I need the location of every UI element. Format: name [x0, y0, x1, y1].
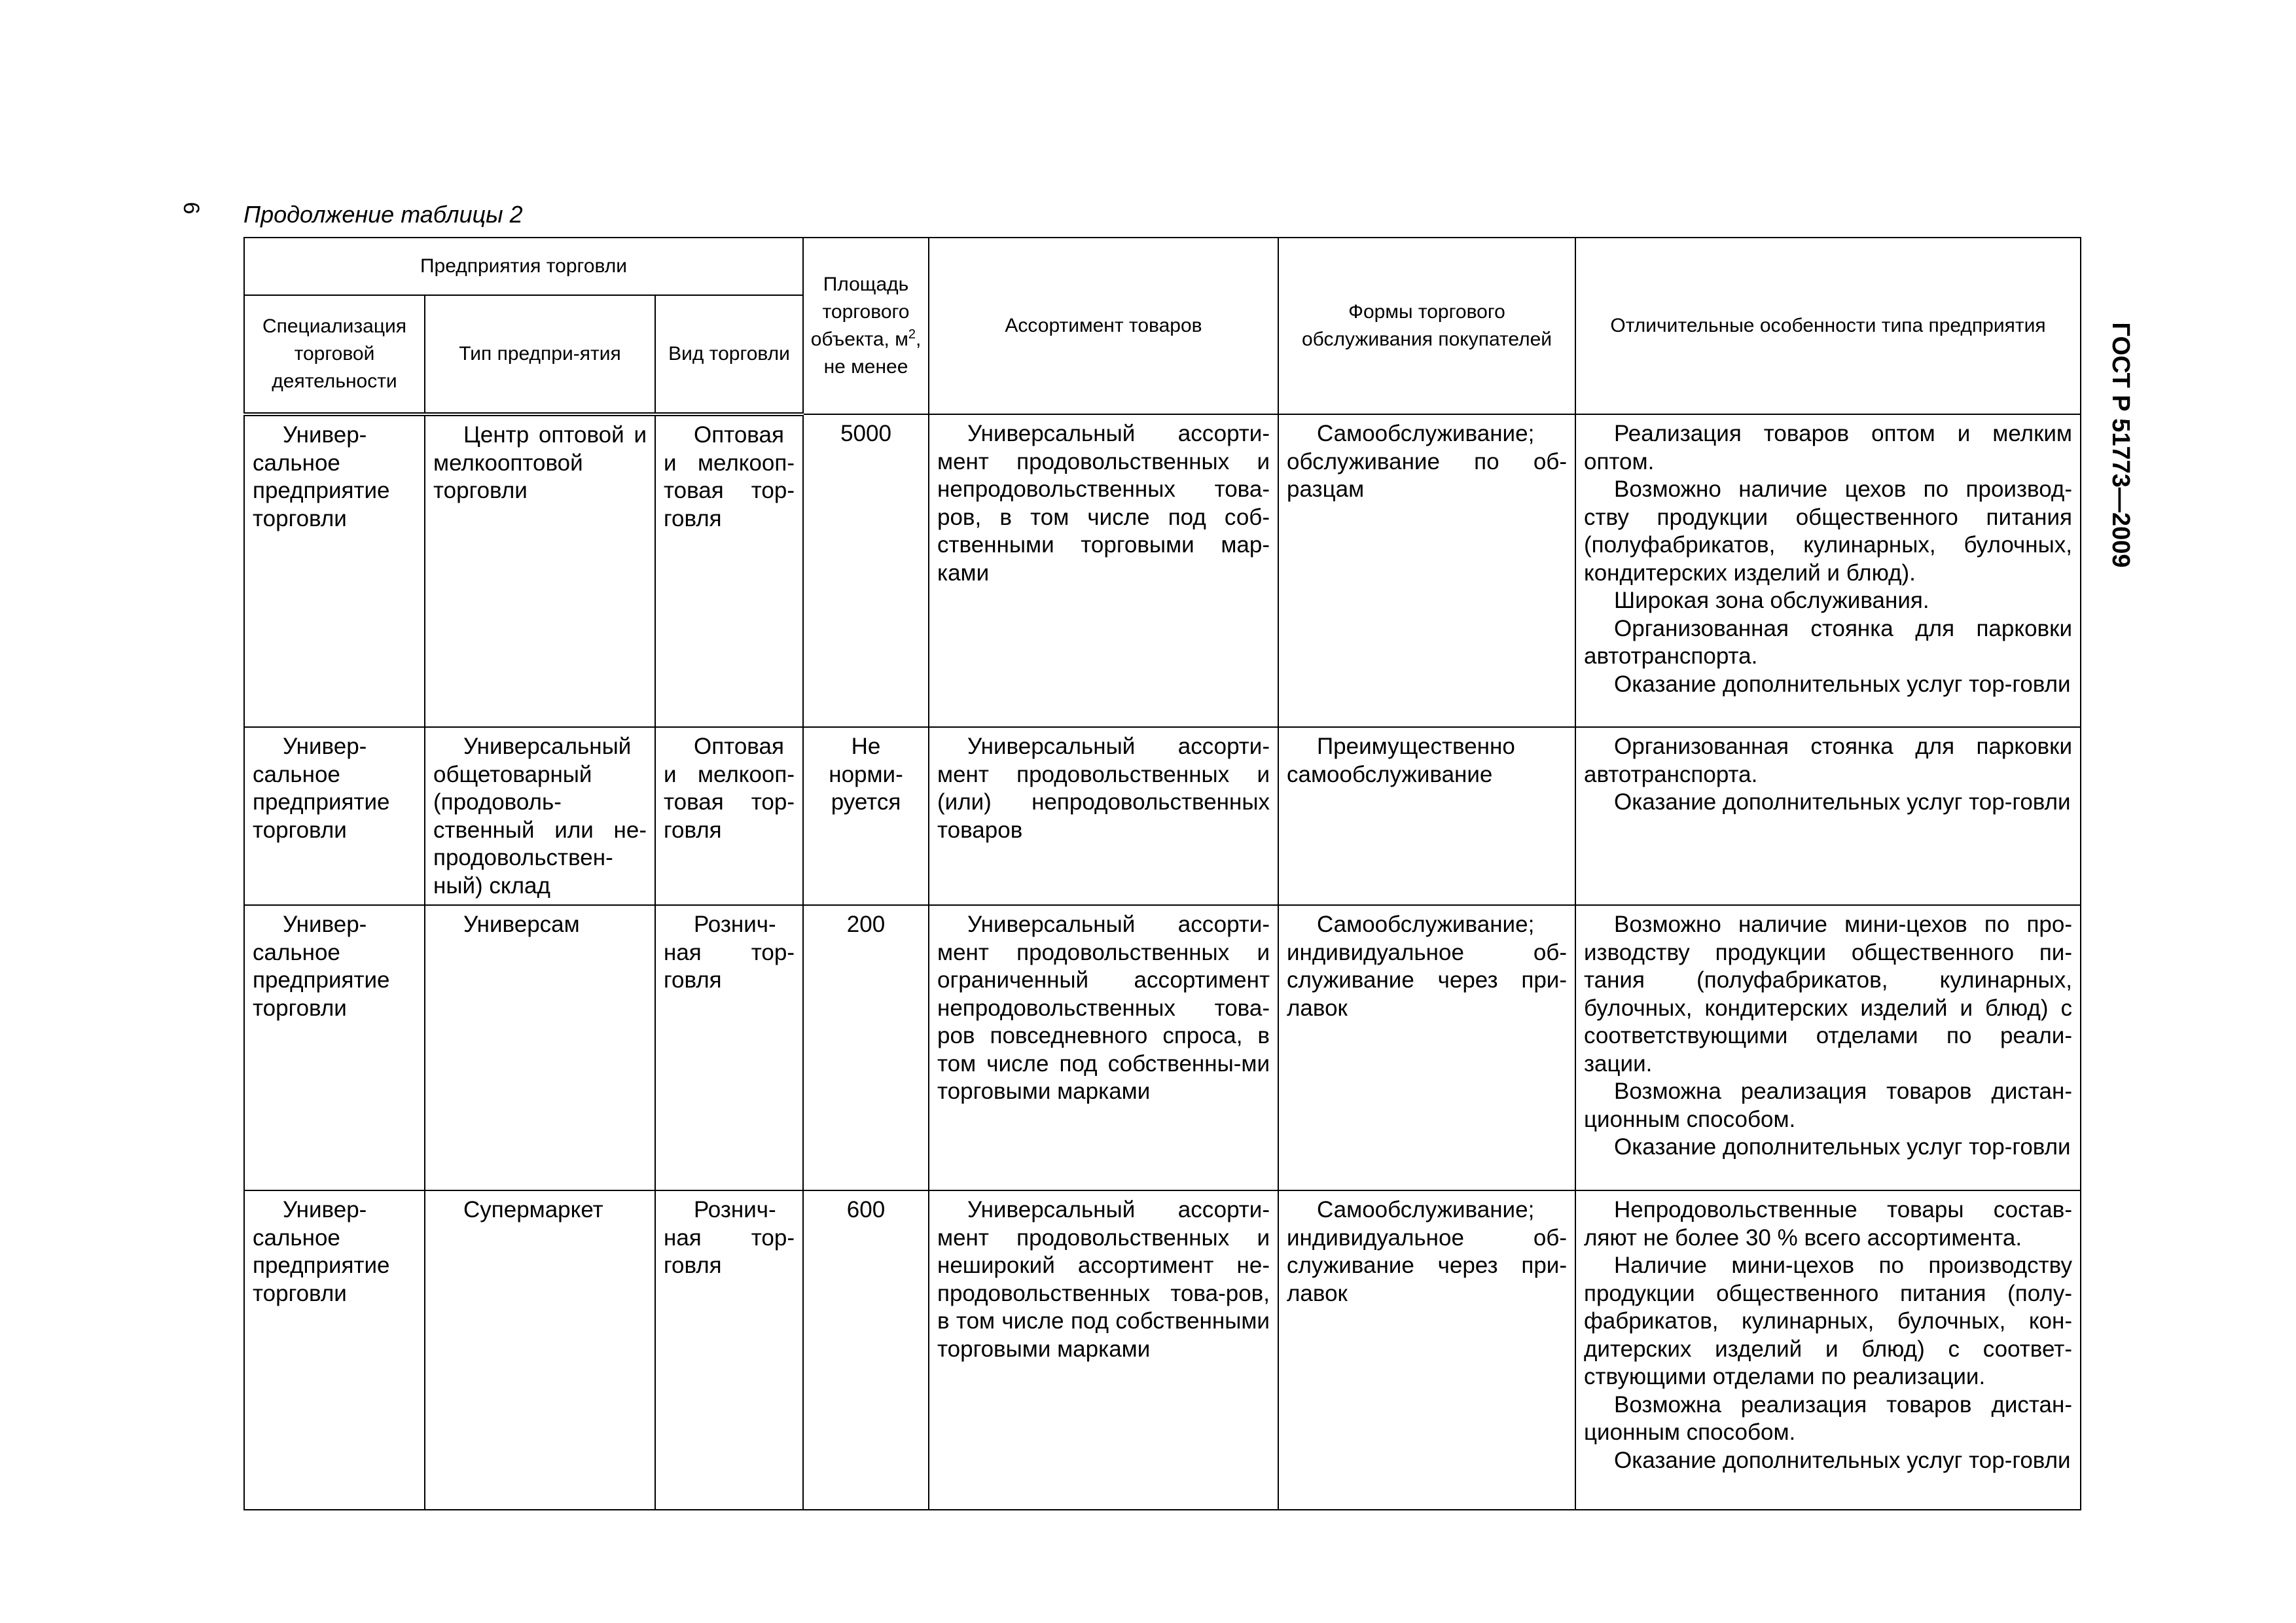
cell-type [425, 414, 655, 727]
cell-area: 600 [803, 1190, 929, 1510]
feature-line: Возможна реализация товаров дистан-ционным способом. [1584, 1079, 2072, 1132]
cell-specialization [244, 905, 425, 1190]
cell-assortment [929, 414, 1278, 727]
cell-text: Универ-сальное предприятие торговли [253, 912, 390, 1021]
header-assortment: Ассортимент товаров [929, 238, 1278, 414]
feature-line: Возможно наличие цехов по производ-ству продукции общественного питания (полуфабрикатов, кулинарных, булочных, кондитерских изделий и блюд). [1584, 476, 2072, 586]
cell-area: Не норми-руется [803, 727, 929, 905]
cell-text: Преимущественно самообслуживание [1287, 734, 1515, 787]
header-enterprises: Предприятия торговли [244, 238, 803, 295]
cell-specialization [244, 1190, 425, 1510]
feature-line: Возможно наличие мини-цехов по про-изводству продукции общественного пи-тания (полуфабрикатов, кулинарных, булочных, кондитерских изделий и блюд) с соответствующими отделами по реали-зации. [1584, 912, 2072, 1077]
cell-assortment [929, 905, 1278, 1190]
feature-line: Оказание дополнительных услуг тор-говли [1614, 1134, 2071, 1160]
cell-text: Универ-сальное предприятие торговли [253, 1197, 390, 1306]
header-trade-kind: Вид торговли [655, 295, 803, 414]
table-row [244, 1190, 2081, 1510]
feature-line: Организованная стоянка для парковки автотранспорта. [1584, 615, 2072, 669]
page-number: 6 [179, 202, 204, 215]
cell-features [1575, 414, 2081, 727]
cell-kind [655, 727, 803, 905]
cell-text: Универсальный ассорти-мент продовольственных и (или) непродовольственных товаров [937, 734, 1270, 843]
cell-kind [655, 414, 803, 727]
cell-text: Рознич-ная тор-говля [664, 912, 795, 993]
cell-service [1278, 414, 1575, 727]
cell-text: Универ-сальное предприятие торговли [253, 422, 390, 531]
cell-features [1575, 905, 2081, 1190]
header-features: Отличительные особенности типа предприятия [1575, 238, 2081, 414]
feature-line: Оказание дополнительных услуг тор-говли [1614, 671, 2071, 697]
cell-text: Универсальный ассорти-мент продовольственных и непродовольственных това-ров, в том числе под соб-ственными торговыми мар-ками [937, 421, 1270, 586]
cell-text: Универ-сальное предприятие торговли [253, 734, 390, 843]
cell-service [1278, 905, 1575, 1190]
cell-assortment [929, 727, 1278, 905]
cell-text: Супермаркет [463, 1197, 603, 1222]
cell-service [1278, 727, 1575, 905]
enterprise-table [243, 237, 2081, 1510]
table-caption: Продолжение таблицы 2 [243, 201, 523, 228]
cell-text: Центр оптовой и мелкооптовой торговли [433, 422, 647, 503]
cell-kind [655, 905, 803, 1190]
header-area [803, 238, 929, 414]
cell-service [1278, 1190, 1575, 1510]
feature-line: Наличие мини-цехов по производству продукции общественного питания (полу-фабрикатов, кулинарных, булочных, кон-дитерских изделий и блюд) с соответ-ствующими отделами по реализации. [1584, 1253, 2072, 1389]
feature-line: Оказание дополнительных услуг тор-говли [1614, 789, 2071, 815]
cell-text: Самообслуживание; индивидуальное об-служивание через при-лавок [1287, 1197, 1567, 1306]
cell-text: Рознич-ная тор-говля [664, 1197, 795, 1278]
feature-line: Оказание дополнительных услуг тор-говли [1614, 1447, 2071, 1473]
table-row [244, 414, 2081, 727]
feature-line: Широкая зона обслуживания. [1614, 588, 1929, 613]
header-area-text: Площадь торгового объекта, м [810, 274, 910, 350]
cell-area: 200 [803, 905, 929, 1190]
cell-type [425, 905, 655, 1190]
cell-area: 5000 [803, 414, 929, 727]
cell-text: Оптовая и мелкооп-товая тор-говля [664, 422, 795, 531]
cell-kind [655, 1190, 803, 1510]
cell-features [1575, 1190, 2081, 1510]
table-row [244, 905, 2081, 1190]
header-area-sup: 2 [908, 327, 916, 342]
cell-text: Самообслуживание; индивидуальное об-служивание через при-лавок [1287, 912, 1567, 1021]
cell-text: Универсальный общетоварный (продоволь-ственный или не-продовольствен-ный) склад [433, 734, 647, 899]
feature-line: Организованная стоянка для парковки автотранспорта. [1584, 734, 2072, 787]
cell-text: Универсальный ассорти-мент продовольственных и неширокий ассортимент не-продовольственных това-ров, в том числе под собственными торговыми марками [937, 1197, 1270, 1362]
feature-line: Реализация товаров оптом и мелким оптом. [1584, 421, 2072, 474]
cell-specialization [244, 727, 425, 905]
cell-text: Универсам [463, 912, 580, 937]
table-row [244, 727, 2081, 905]
cell-type [425, 727, 655, 905]
feature-line: Возможна реализация товаров дистан-ционным способом. [1584, 1391, 2072, 1445]
standard-code: ГОСТ Р 51773—2009 [2107, 322, 2134, 568]
cell-text: Самообслуживание; обслуживание по об-разцам [1287, 421, 1567, 502]
header-enterprise-type: Тип предпри-ятия [425, 295, 655, 414]
cell-features [1575, 727, 2081, 905]
feature-line: Непродовольственные товары состав-ляют не более 30 % всего ассортимента. [1584, 1197, 2072, 1251]
header-service-forms: Формы торгового обслуживания покупателей [1278, 238, 1575, 414]
header-area-post: , не менее [823, 329, 922, 378]
cell-specialization [244, 414, 425, 727]
header-specialization: Специализация торговой деятельности [244, 295, 425, 414]
cell-assortment [929, 1190, 1278, 1510]
cell-text: Универсальный ассорти-мент продовольственных и ограниченный ассортимент непродовольственных това-ров повседневного спроса, в том числе под собственны-ми торговыми марками [937, 912, 1270, 1104]
cell-text: Оптовая и мелкооп-товая тор-говля [664, 734, 795, 843]
cell-type [425, 1190, 655, 1510]
